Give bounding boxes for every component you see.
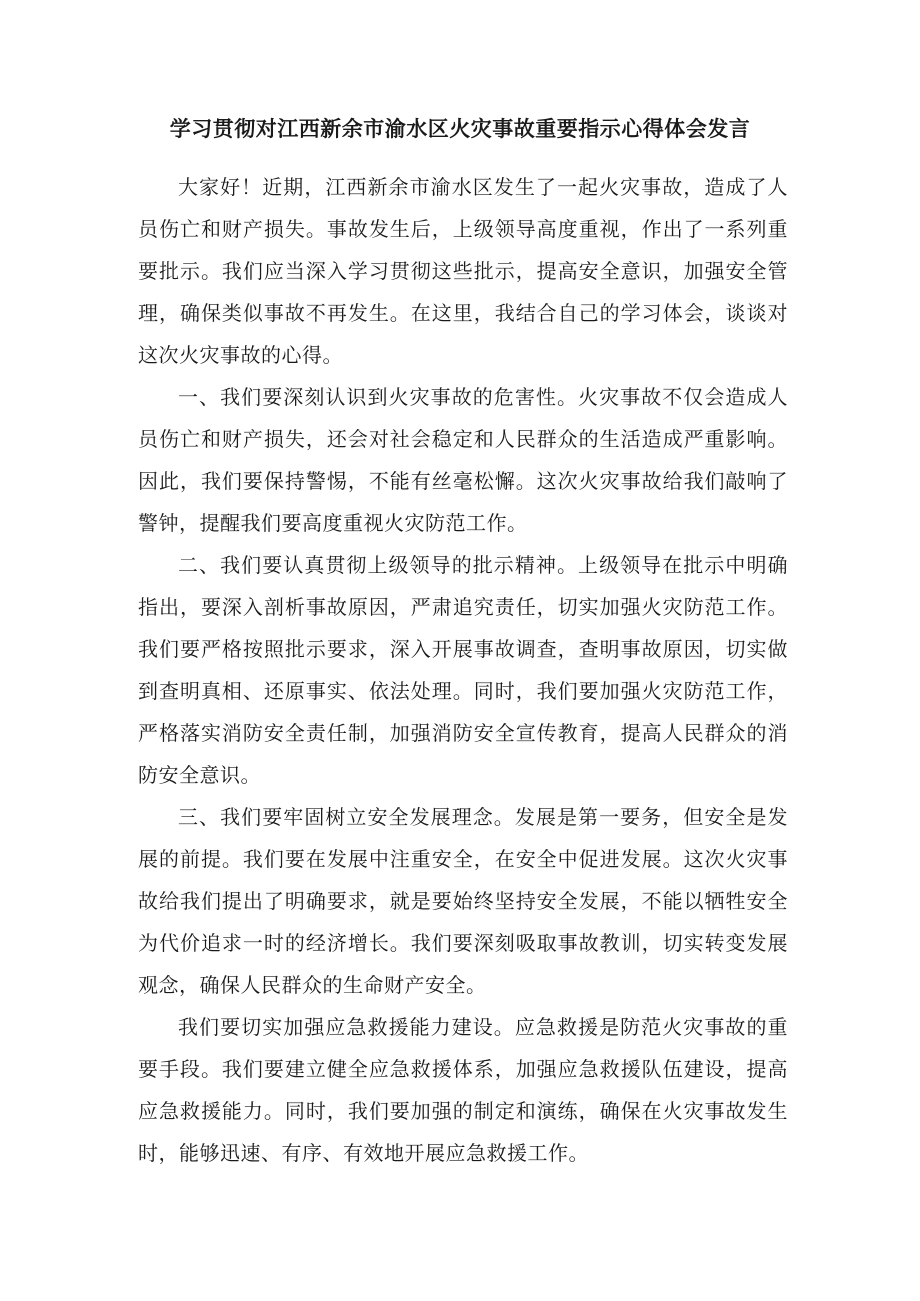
paragraph-intro: 大家好！近期，江西新余市渝水区发生了一起火灾事故，造成了人员伤亡和财产损失。事故发生后，上级领导高度重视，作出了一系列重要批示。我们应当深入学习贯彻这些批示，提高安全意识，加强安全管理，确保类似事故不再发生。在这里，我结合自己的学习体会，谈谈对这次火灾事故的心得。	[138, 175, 788, 367]
document-body	[138, 166, 788, 1174]
paragraph-point-3: 三、我们要牢固树立安全发展理念。发展是第一要务，但安全是发展的前提。我们要在发展中注重安全，在安全中促进发展。这次火灾事故给我们提出了明确要求，就是要始终坚持安全发展，不能以牺牲安全为代价追求一时的经济增长。我们要深刻吸取事故教训，切实转变发展观念，确保人民群众的生命财产安全。	[138, 805, 788, 997]
paragraph-point-2: 二、我们要认真贯彻上级领导的批示精神。上级领导在批示中明确指出，要深入剖析事故原因，严肃追究责任，切实加强火灾防范工作。我们要严格按照批示要求，深入开展事故调查，查明事故原因，切实做到查明真相、还原事实、依法处理。同时，我们要加强火灾防范工作，严格落实消防安全责任制，加强消防安全宣传教育，提高人民群众的消防安全意识。	[138, 553, 788, 787]
document-title: 学习贯彻对江西新余市渝水区火灾事故重要指示心得体会发言	[169, 116, 751, 141]
paragraph-point-1: 一、我们要深刻认识到火灾事故的危害性。火灾事故不仅会造成人员伤亡和财产损失，还会对社会稳定和人民群众的生活造成严重影响。因此，我们要保持警惕，不能有丝毫松懈。这次火灾事故给我们敲响了警钟，提醒我们要高度重视火灾防范工作。	[138, 385, 788, 535]
paragraph-point-4: 我们要切实加强应急救援能力建设。应急救援是防范火灾事故的重要手段。我们要建立健全应急救援体系，加强应急救援队伍建设，提高应急救援能力。同时，我们要加强的制定和演练，确保在火灾事故发生时，能够迅速、有序、有效地开展应急救援工作。	[138, 1015, 788, 1165]
